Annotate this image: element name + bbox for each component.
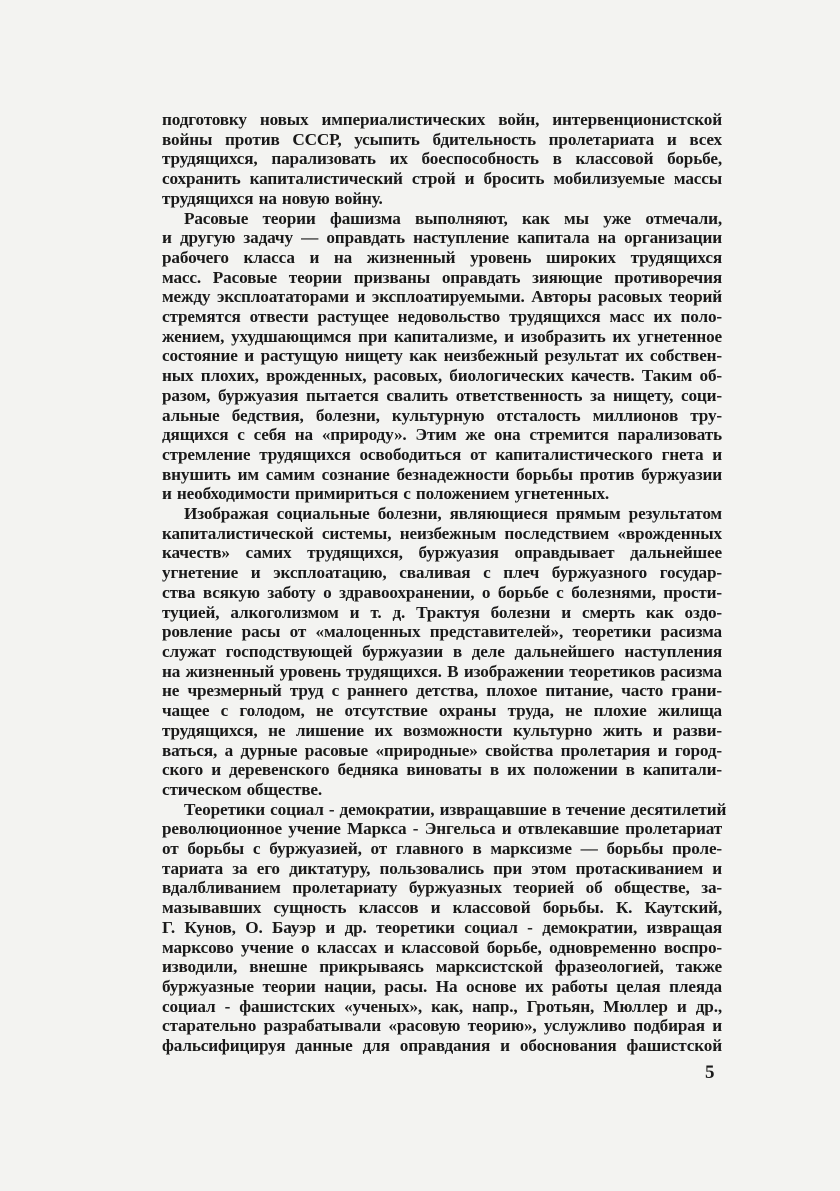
text-line: ровление расы от «малоценных представителей», теоретики расизма (162, 622, 722, 642)
text-line: между эксплоататорами и эксплоатируемыми. Авторы расовых теорий (162, 287, 722, 307)
text-line: изводили, внешне прикрываясь марксистской фразеологией, также (162, 957, 722, 977)
text-line: альные бедствия, болезни, культурную отсталость миллионов тру- (162, 405, 722, 425)
text-line: капиталистической системы, неизбежным последствием «врожденных (162, 523, 722, 543)
text-line: стическом обществе. (162, 779, 323, 799)
text-line: разом, буржуазия пытается свалить ответственность за нищету, соци- (162, 385, 722, 405)
text-line: революционное учение Маркса - Энгельса и отвлекавшие пролетариат (162, 819, 722, 839)
text-line: Расовые теории фашизма выполняют, как мы уже отмечали, (184, 208, 722, 228)
text-line: трудящихся, не лишение их возможности культурно жить и разви- (162, 720, 722, 740)
paragraph (162, 209, 722, 505)
text-line: мазывавших сущность классов и классовой борьбы. К. Каутский, (162, 898, 722, 918)
text-line: ского и деревенского бедняка виноваты в их положении в капитали- (162, 760, 722, 780)
text-line: трудящихся на новую войну. (162, 188, 383, 208)
text-line: от борьбы с буржуазией, от главного в марксизме — борьбы проле- (162, 839, 722, 859)
text-line: стремление трудящихся освободиться от капиталистического гнета и (162, 444, 722, 464)
text-line: дящихся с себя на «природу». Этим же она стремится парализовать (162, 425, 722, 445)
text-line: подготовку новых империалистических войн, интервенционистской (162, 110, 722, 129)
paragraph (162, 110, 722, 209)
text-line: буржуазные теории нации, расы. На основе их работы целая плеяда (162, 976, 722, 996)
text-line: тариата за его диктатуру, пользовались при этом протаскиванием и (162, 858, 722, 878)
text-line: Теоретики социал - демократии, извращавшие в течение десятилетий (184, 799, 727, 819)
text-line: ства всякую заботу о здравоохранении, о борьбе с болезнями, прости- (162, 582, 722, 602)
text-line: Г. Кунов, О. Бауэр и др. теоретики социал - демократии, извращая (162, 917, 722, 937)
paragraph (162, 504, 722, 800)
text-line: ваться, а дурные расовые «природные» свойства пролетария и город- (162, 740, 722, 760)
text-line: старательно разрабатывали «расовую теорию», услужливо подбирая и (162, 1016, 722, 1036)
text-line: масс. Расовые теории призваны оправдать зияющие противоречия (162, 267, 722, 287)
text-line: внушить им самим сознание безнадежности борьбы против буржуазии (162, 464, 722, 484)
text-line: состояние и растущую нищету как неизбежный результат их собствен- (162, 346, 722, 366)
text-line: и другую задачу — оправдать наступление капитала на организации (162, 228, 722, 248)
text-line: социал - фашистских «ученых», как, напр., Гротьян, Мюллер и др., (162, 996, 722, 1016)
text-line: туцией, алкоголизмом и т. д. Трактуя болезни и смерть как оздо- (162, 602, 722, 622)
text-line: служат господствующей буржуазии в деле дальнейшего наступления (162, 641, 722, 661)
text-line: стремятся отвести растущее недовольство трудящихся масс их поло- (162, 307, 722, 327)
page-number: 5 (705, 1062, 715, 1083)
text-line: войны против СССР, усыпить бдительность пролетариата и всех (162, 129, 722, 149)
text-line: вдалбливанием пролетариату буржуазных теорией об обществе, за- (162, 878, 722, 898)
text-line: фальсифицируя данные для оправдания и обоснования фашистской (162, 1036, 722, 1056)
text-line: жением, ухудшающимся при капитализме, и изобразить их угнетенное (162, 326, 722, 346)
body-text (162, 110, 727, 1056)
text-line: сохранить капиталистический строй и бросить мобилизуемые массы (162, 169, 722, 189)
text-line: марксово учение о классах и классовой борьбе, одновременно воспро- (162, 937, 722, 957)
text-line: рабочего класса и на жизненный уровень широких трудящихся (162, 247, 722, 267)
text-line: на жизненный уровень трудящихся. В изображении теоретиков расизма (162, 661, 722, 681)
text-line: чащее с голодом, не отсутствие охраны труда, не плохие жилища (162, 701, 722, 721)
text-line: трудящихся, парализовать их боеспособность в классовой борьбе, (162, 149, 722, 169)
text-line: и необходимости примириться с положением угнетенных. (162, 484, 610, 504)
paragraph (162, 799, 727, 1056)
text-line: ных плохих, врожденных, расовых, биологических качеств. Таким об- (162, 366, 722, 386)
text-line: угнетение и эксплоатацию, сваливая с плеч буржуазного государ- (162, 563, 722, 583)
text-line: не чрезмерный труд с раннего детства, плохое питание, часто грани- (162, 681, 722, 701)
text-line: качеств» самих трудящихся, буржуазия оправдывает дальнейшее (162, 543, 722, 563)
text-line: Изображая социальные болезни, являющиеся прямым результатом (184, 504, 722, 524)
